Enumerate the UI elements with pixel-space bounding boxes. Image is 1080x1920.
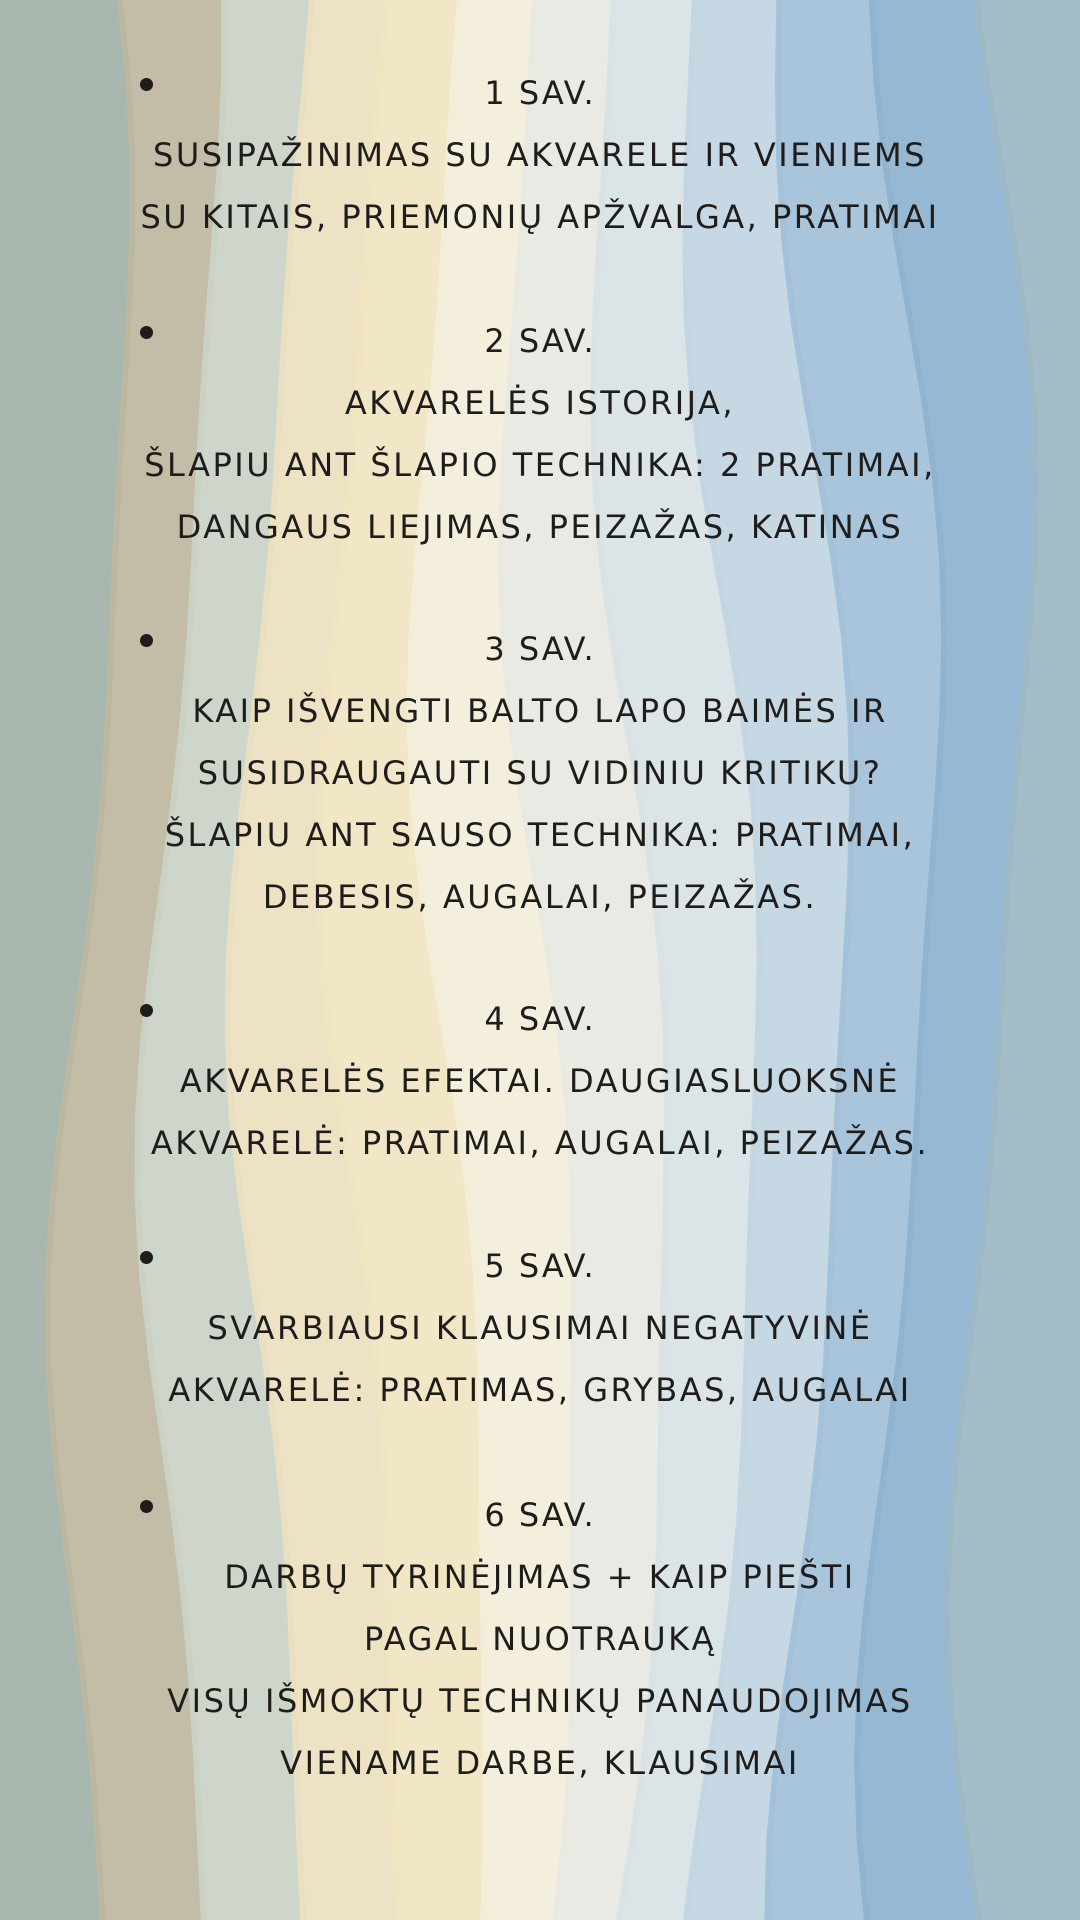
bullet-icon xyxy=(140,1251,153,1264)
week-4-block xyxy=(90,988,990,1174)
week-title: 6 SAV. xyxy=(484,1496,596,1534)
week-line: DEBESIS, AUGALAI, PEIZAŽAS. xyxy=(262,878,818,916)
bullet-icon xyxy=(140,1004,153,1017)
week-title: 2 SAV. xyxy=(484,322,596,360)
week-line: DARBŲ TYRINĖJIMAS + KAIP PIEŠTI xyxy=(224,1558,856,1596)
week-6-block xyxy=(90,1484,990,1794)
week-5-block xyxy=(90,1235,990,1421)
bullet-icon xyxy=(140,326,153,339)
week-line: DANGAUS LIEJIMAS, PEIZAŽAS, KATINAS xyxy=(176,508,904,546)
week-line: KAIP IŠVENGTI BALTO LAPO BAIMĖS IR xyxy=(192,692,888,730)
week-line: AKVARELĖ: PRATIMAI, AUGALAI, PEIZAŽAS. xyxy=(150,1124,930,1162)
bullet-icon xyxy=(140,634,153,647)
week-title: 3 SAV. xyxy=(484,630,596,668)
week-line: VISŲ IŠMOKTŲ TECHNIKŲ PANAUDOJIMAS xyxy=(167,1682,913,1720)
bullet-icon xyxy=(140,78,153,91)
week-line: SUSIDRAUGAUTI SU VIDINIU KRITIKU? xyxy=(197,754,883,792)
week-line: ŠLAPIU ANT ŠLAPIO TECHNIKA: 2 PRATIMAI, xyxy=(144,446,936,484)
week-3-block xyxy=(90,618,990,928)
week-line: VIENAME DARBE, KLAUSIMAI xyxy=(280,1744,800,1782)
bullet-icon xyxy=(140,1500,153,1513)
week-line: SUSIPAŽINIMAS SU AKVARELE IR VIENIEMS xyxy=(153,136,927,174)
week-line: AKVARELĖS EFEKTAI. DAUGIASLUOKSNĖ xyxy=(179,1062,901,1100)
week-title: 5 SAV. xyxy=(484,1247,596,1285)
week-line: AKVARELĖS ISTORIJA, xyxy=(344,384,736,422)
week-line: SVARBIAUSI KLAUSIMAI NEGATYVINĖ xyxy=(207,1309,873,1347)
week-line: PAGAL NUOTRAUKĄ xyxy=(364,1620,716,1658)
week-2-block xyxy=(90,310,990,558)
week-line: SU KITAIS, PRIEMONIŲ APŽVALGA, PRATIMAI xyxy=(140,198,940,236)
week-title: 4 SAV. xyxy=(484,1000,596,1038)
week-line: ŠLAPIU ANT SAUSO TECHNIKA: PRATIMAI, xyxy=(164,816,916,854)
week-title: 1 SAV. xyxy=(484,74,596,112)
week-1-block xyxy=(90,62,990,248)
week-line: AKVARELĖ: PRATIMAS, GRYBAS, AUGALAI xyxy=(168,1371,912,1409)
